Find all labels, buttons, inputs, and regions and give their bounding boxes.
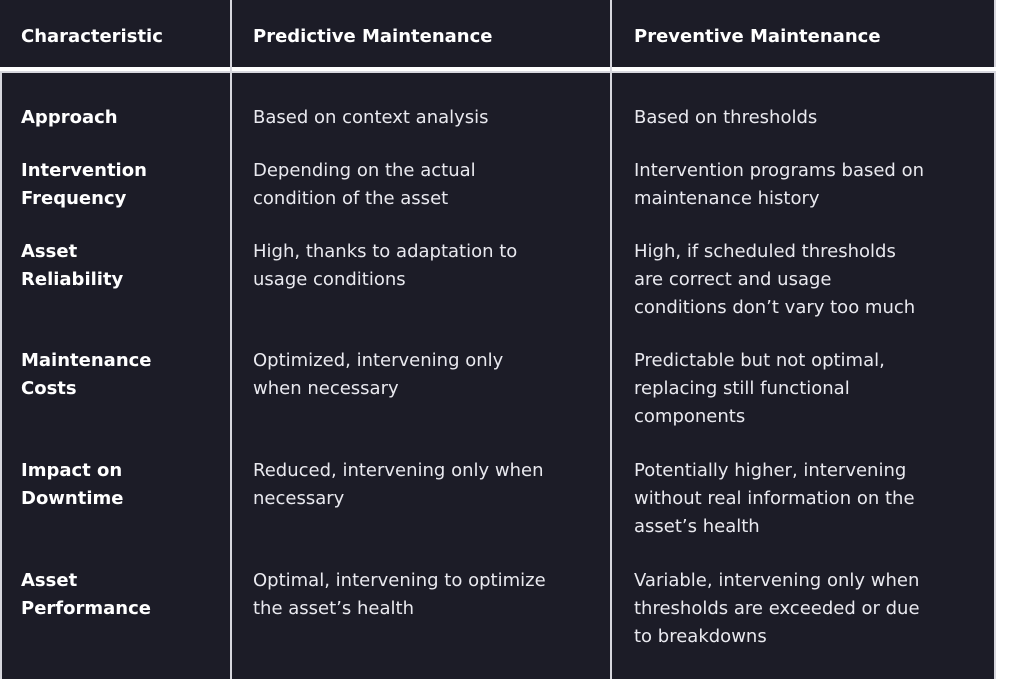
preventive-cell: Predictable but not optimal, replacing still functional components — [634, 350, 885, 427]
preventive-cell: Intervention programs based on maintenance history — [634, 160, 924, 209]
header-preventive: Preventive Maintenance — [634, 26, 881, 47]
predictive-cell: Optimized, intervening only when necessary — [253, 350, 504, 399]
row-label: Impact on Downtime — [21, 460, 124, 509]
preventive-cell: High, if scheduled thresholds are correct and usage conditions don’t vary too much — [634, 241, 916, 318]
header-predictive: Predictive Maintenance — [253, 26, 493, 47]
predictive-cell: High, thanks to adaptation to usage conditions — [253, 241, 518, 290]
preventive-cell: Potentially higher, intervening without real information on the asset’s health — [634, 460, 915, 537]
row-label: Maintenance Costs — [21, 350, 152, 399]
column-divider — [230, 0, 232, 679]
column-divider — [610, 0, 612, 679]
row-label: Approach — [21, 107, 118, 128]
row-label: Intervention Frequency — [21, 160, 147, 209]
predictive-cell: Based on context analysis — [253, 107, 489, 128]
preventive-cell: Variable, intervening only when thresholds are exceeded or due to breakdowns — [634, 570, 920, 647]
predictive-cell: Depending on the actual condition of the asset — [253, 160, 476, 209]
row-label: Asset Reliability — [21, 241, 124, 290]
predictive-cell: Reduced, intervening only when necessary — [253, 460, 544, 509]
preventive-cell: Based on thresholds — [634, 107, 818, 128]
predictive-cell: Optimal, intervening to optimize the asset’s health — [253, 570, 546, 619]
row-label: Asset Performance — [21, 570, 151, 619]
header-characteristic: Characteristic — [21, 26, 163, 47]
